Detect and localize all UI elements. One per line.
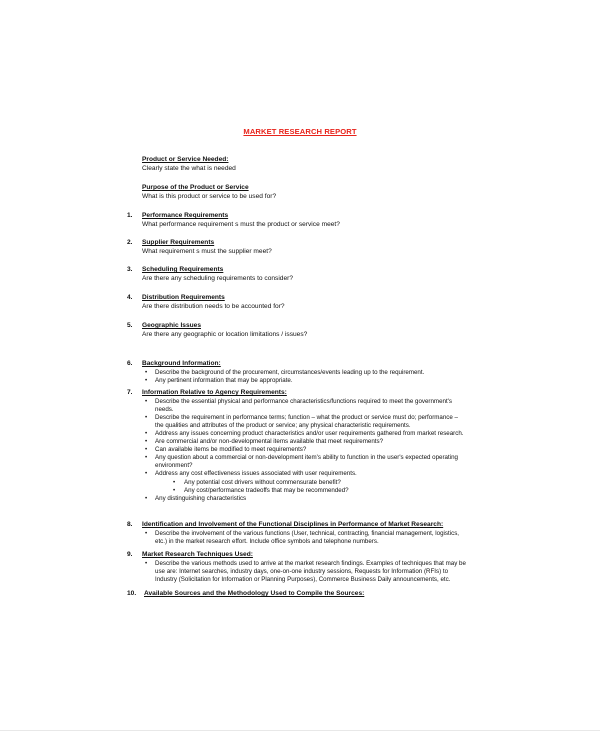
item-heading: Scheduling Requirements [142,266,224,273]
item-number: 5. [127,322,133,329]
item-number: 8. [127,521,133,528]
bullet-list [142,530,467,546]
item-number: 2. [127,239,133,246]
item-number: 1. [127,212,133,219]
purpose-section [142,184,276,201]
item-heading: Information Relative to Agency Requirements: [142,389,287,396]
list-item: • Describe the essential physical and performance characteristics/functions required to meet the government's needs. [142,398,467,414]
item-research-techniques [127,551,467,584]
section-heading: Product or Service Needed: [142,156,229,163]
bullet-list [142,560,467,584]
item-number: 7. [127,389,133,396]
item-scheduling-requirements [127,266,467,283]
item-number: 6. [127,360,133,367]
item-text: Are there any scheduling requirements to consider? [142,274,294,282]
item-heading: Geographic Issues [142,322,201,329]
item-text: What requirement s must the supplier meet? [142,247,272,255]
section-text: Clearly state the what is needed [142,164,236,172]
product-needed-section [142,156,236,173]
list-item: • Any question about a commercial or non-development item's ability to function in the user's expected operating environment? [142,454,467,470]
item-text: What performance requirement s must the product or service meet? [142,220,340,228]
item-available-sources [127,590,467,599]
item-heading: Identification and Involvement of the Functional Disciplines in Performance of Market Research: [142,521,444,528]
list-item: • Can available items be modified to meet requirements? [142,446,467,454]
item-heading: Supplier Requirements [142,239,215,246]
sub-bullet-list [142,479,467,495]
bullet-list [142,495,467,503]
item-heading: Market Research Techniques Used: [142,551,253,558]
item-heading: Background Information: [142,360,221,367]
item-number: 4. [127,294,133,301]
item-functional-disciplines [127,521,467,546]
list-item: • Describe the requirement in performance terms; function – what the product or service must do; performance – the qualities and attributes of the product or service; any physical characteristic requirements. [142,414,467,430]
item-heading: Performance Requirements [142,212,229,219]
list-item: • Any pertinent information that may be appropriate. [142,377,467,385]
list-item: • Any cost/performance tradeoffs that may be recommended? [142,487,467,495]
section-heading: Purpose of the Product or Service [142,184,249,191]
item-text: Are there any geographic or location limitations / issues? [142,330,308,338]
item-geographic-issues [127,322,467,339]
item-heading: Available Sources and the Methodology Used to Compile the Sources: [144,590,365,597]
list-item: • Are commercial and/or non-developmental items available that meet requirements? [142,438,467,446]
bullet-list [142,369,467,385]
item-supplier-requirements [127,239,467,256]
list-item: • Describe the various methods used to arrive at the market research findings. Examples of techniques that may be use are: Internet searches, industry days, one-on-one industry sessions, Requests for Information (RFIs) to Industry (Solicitation for Information or Planning Purposes), Commerce Business Daily announcements, etc. [142,560,467,584]
item-background-information [127,360,467,385]
item-agency-requirements [127,389,467,503]
list-item: • Any distinguishing characteristics [142,495,467,503]
item-heading: Distribution Requirements [142,294,225,301]
section-text: What is this product or service to be used for? [142,192,277,200]
item-number: 9. [127,551,133,558]
item-number: 3. [127,266,133,273]
list-item: • Describe the background of the procurement, circumstances/events leading up to the requirement. [142,369,467,377]
list-item: • Describe the involvement of the various functions (User, technical, contracting, financial management, logistics, etc.) in the market research effort. Include office symbols and telephone numbers. [142,530,467,546]
bullet-list [142,398,467,479]
list-item: • Address any cost effectiveness issues associated with user requirements. [142,470,467,478]
item-text: Are there distribution needs to be accounted for? [142,302,285,310]
item-performance-requirements [127,212,467,229]
item-distribution-requirements [127,294,467,311]
list-item: • Any potential cost drivers without commensurate benefit? [142,479,467,487]
list-item: • Address any issues concerning product characteristics and/or user requirements gathered from market research. [142,430,467,438]
document-title: MARKET RESEARCH REPORT [243,127,357,136]
item-number: 10. [127,590,137,597]
